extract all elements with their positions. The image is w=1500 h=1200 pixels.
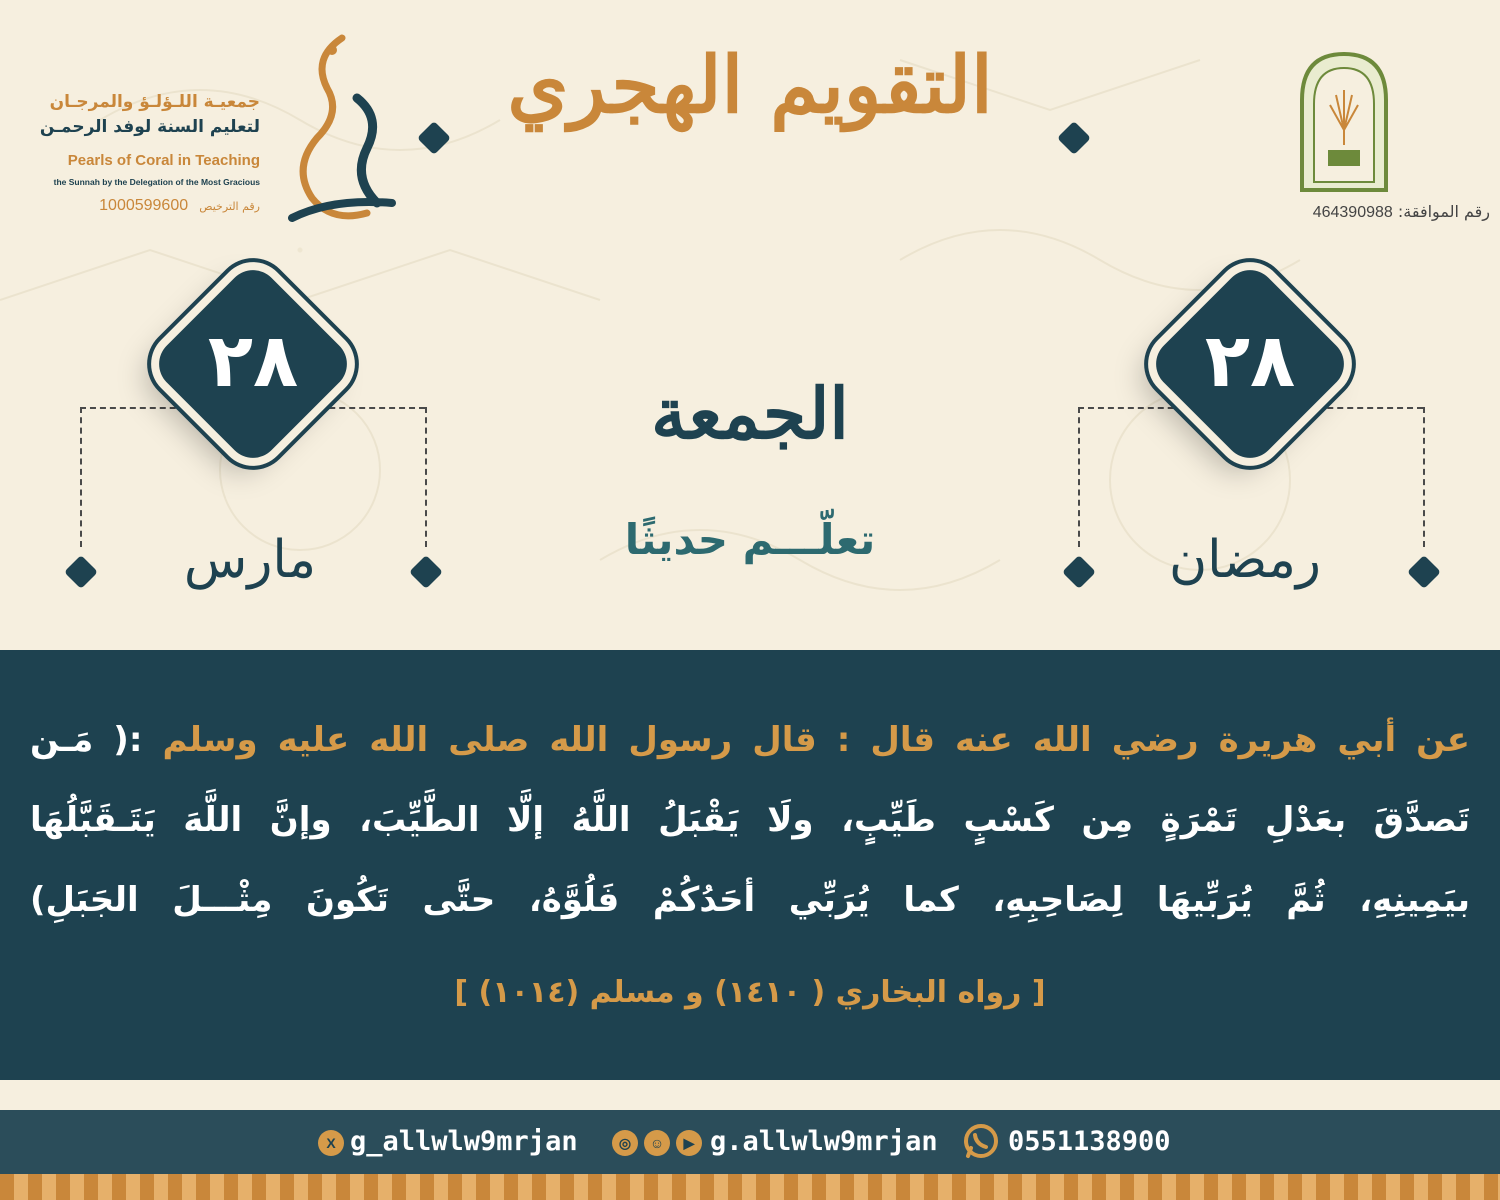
org-logo-icon <box>272 28 402 228</box>
snapchat-icon[interactable]: ☺ <box>644 1130 670 1156</box>
approval-label: رقم الموافقة: <box>1397 202 1490 221</box>
hadith-line-1 <box>30 720 1470 760</box>
org-name-en: Pearls of Coral in Teaching <box>67 152 260 169</box>
approval-value: 464390988 <box>1312 204 1393 221</box>
hadith-line-3: بيَمِينِهِ، ثُمَّ يُرَبِّيهَا لِصَاحِبِهِ، كما يُرَبِّي أحَدُكُمْ فَلُوَّهُ، حتَّى تَكُونَ مِثْـــلَ الجَبَلِ) <box>30 880 1470 920</box>
hadith-opening: :( مَـن <box>30 720 143 760</box>
gregorian-day: ٢٨ <box>207 318 299 404</box>
license-number: 1000599600 <box>99 197 189 214</box>
footer-spacer <box>0 1080 1500 1110</box>
hadith-source: [ رواه البخاري ( ١٤١٠) و مسلم (١٠١٤) ] <box>454 975 1046 1010</box>
weekday-name: الجمعة <box>651 372 849 455</box>
instagram-icon[interactable]: ◎ <box>612 1130 638 1156</box>
hadith-panel <box>0 650 1500 1080</box>
x-handle[interactable]: g_allwlw9mrjan <box>350 1126 578 1157</box>
org-name-ar: جمعيـة اللـؤلـؤ والمرجـان <box>49 92 260 112</box>
phone-number[interactable]: 0551138900 <box>1008 1126 1171 1157</box>
hijri-month: رمضان <box>1168 530 1322 590</box>
hijri-day: ٢٨ <box>1204 318 1296 404</box>
tagline: تعلّـــم حديثًا <box>624 515 876 564</box>
hijri-frame-left <box>1078 407 1080 547</box>
contact-footer <box>0 1110 1500 1174</box>
social-handle[interactable]: g.allwlw9mrjan <box>710 1126 938 1157</box>
hadith-line-2: تَصدَّقَ بعَدْلِ تَمْرَةٍ مِن كَسْبٍ طَيِّبٍ، ولَا يَقْبَلُ اللَّهُ إلَّا الطَّيِّبَ، وإنَّ اللَّهَ يَتَـقَبَّلُهَا <box>30 800 1470 840</box>
page-title: التقويم الهجري <box>507 40 993 131</box>
bottom-border <box>0 1174 1500 1200</box>
approval-number <box>1230 202 1490 222</box>
hijri-frame-right <box>1423 407 1425 547</box>
license-label: رقم الترخيص <box>199 200 260 213</box>
org-subtitle-en: the Sunnah by the Delegation of the Most Gracious <box>53 177 260 187</box>
gregorian-month: مارس <box>183 530 317 590</box>
gregorian-frame-left <box>80 407 82 547</box>
gregorian-frame-right <box>425 407 427 547</box>
ministry-emblem-icon <box>1298 50 1390 192</box>
hadith-narrator: عن أبي هريرة رضي الله عنه قال : قال رسول الله صلى الله عليه وسلم <box>162 720 1470 760</box>
whatsapp-icon[interactable] <box>962 1122 1000 1160</box>
org-subtitle-ar: لتعليم السنة لوفد الرحمـن <box>39 117 260 137</box>
license-info <box>14 195 260 215</box>
x-icon[interactable]: X <box>318 1130 344 1156</box>
youtube-icon[interactable]: ▶ <box>676 1130 702 1156</box>
